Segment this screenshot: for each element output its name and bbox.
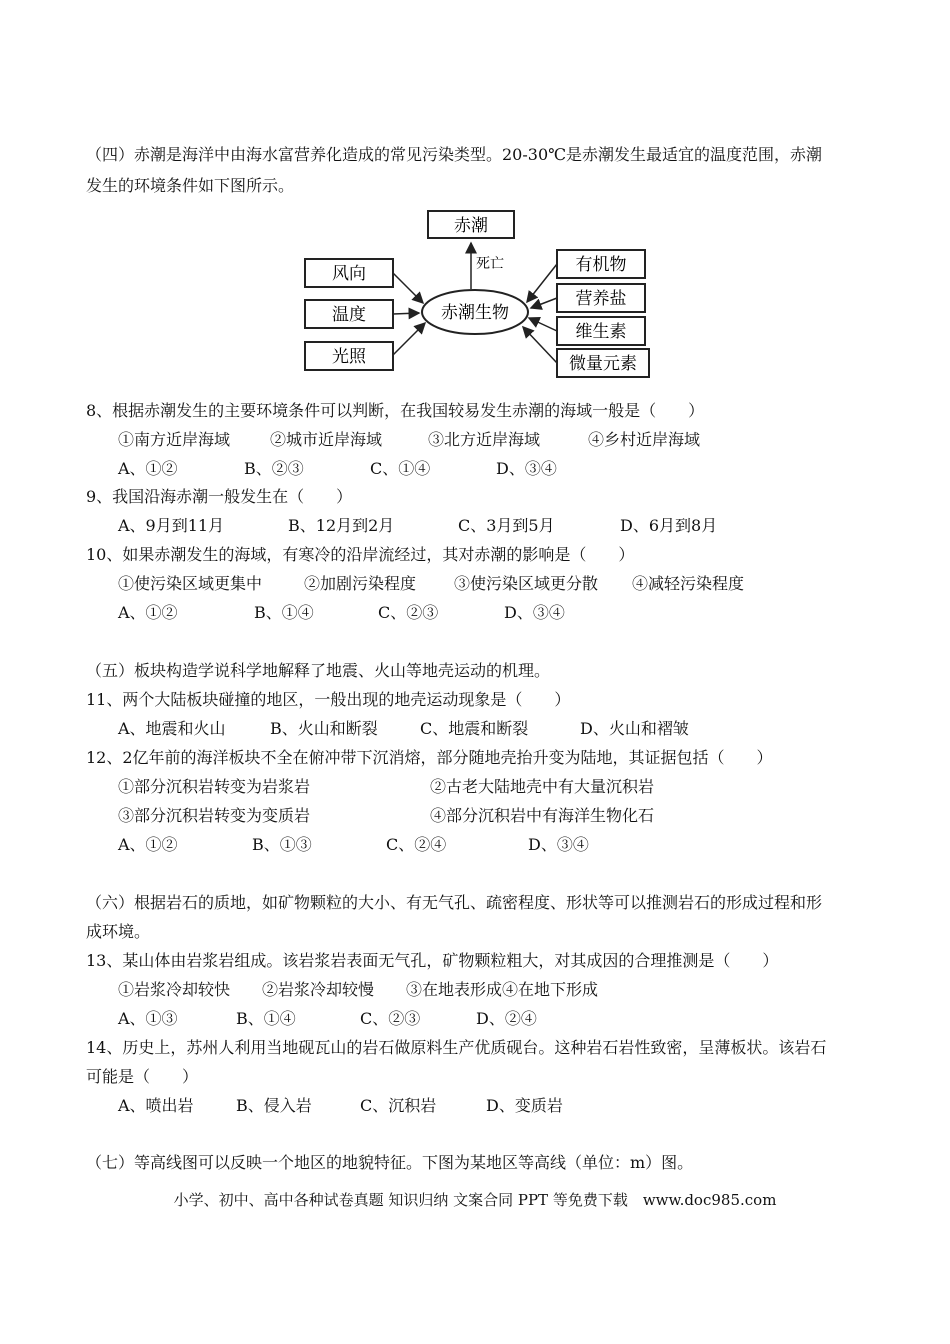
option-c[interactable]: C、地震和断裂 (420, 719, 529, 738)
diagram-arrow-label: 死亡 (476, 256, 504, 272)
diagram-arrow-vitamin (529, 318, 557, 331)
option-b[interactable]: B、①④ (236, 1009, 296, 1028)
question-14-options (118, 1095, 563, 1117)
statement: ①部分沉积岩转变为岩浆岩 (118, 777, 311, 796)
option-b[interactable]: B、①③ (252, 835, 312, 854)
statement: ①南方近岸海域 (118, 430, 231, 449)
question-8-statements (118, 429, 700, 451)
section-4-intro-line-2: 发生的环境条件如下图所示。 (86, 176, 295, 195)
question-13-stem: 13、某山体由岩浆岩组成。该岩浆岩表面无气孔，矿物颗粒粗大，对其成因的合理推测是（ ） (86, 951, 779, 970)
diagram-left-label-2: 温度 (332, 305, 366, 325)
option-a[interactable]: A、①② (118, 459, 178, 478)
option-b[interactable]: B、②③ (244, 459, 304, 478)
diagram-arrow-temperature (393, 313, 419, 314)
red-tide-diagram (295, 205, 665, 380)
question-14-stem-line-2: 可能是（ ） (86, 1067, 199, 1086)
question-12-options (118, 834, 589, 856)
option-c[interactable]: C、②③ (360, 1009, 421, 1028)
statement: ④部分沉积岩中有海洋生物化石 (430, 806, 655, 825)
option-b[interactable]: B、①④ (254, 603, 314, 622)
option-c[interactable]: C、3月到5月 (458, 516, 555, 535)
diagram-right-label-3: 维生素 (575, 322, 627, 342)
statement: ④乡村近岸海域 (588, 430, 701, 449)
option-a[interactable]: A、地震和火山 (118, 719, 226, 738)
section-7-intro: （七）等高线图可以反映一个地区的地貌特征。下图为某地区等高线（单位：m）图。 (86, 1153, 694, 1172)
option-d[interactable]: D、③④ (528, 835, 589, 854)
question-10-statements (118, 573, 744, 595)
question-8-stem: 8、根据赤潮发生的主要环境条件可以判断，在我国较易发生赤潮的海域一般是（ ） (86, 401, 705, 420)
diagram-arrow-organic (527, 264, 557, 302)
statement: ③使污染区域更分散 (454, 574, 599, 593)
option-d[interactable]: D、火山和褶皱 (580, 719, 689, 738)
option-a[interactable]: A、喷出岩 (118, 1096, 194, 1115)
question-13-options (118, 1008, 537, 1030)
question-9-options (118, 515, 717, 537)
statement: ③北方近岸海域 (428, 430, 541, 449)
question-10-stem: 10、如果赤潮发生的海域，有寒冷的沿岸流经过，其对赤潮的影响是（ ） (86, 545, 635, 564)
option-d[interactable]: D、③④ (496, 459, 557, 478)
statement: ②古老大陆地壳中有大量沉积岩 (430, 777, 655, 796)
option-d[interactable]: D、变质岩 (486, 1096, 563, 1115)
section-6-intro-line-2: 成环境。 (86, 922, 151, 941)
option-d[interactable]: D、③④ (504, 603, 565, 622)
diagram-top-label: 赤潮 (454, 216, 488, 236)
option-d[interactable]: D、6月到8月 (620, 516, 718, 535)
question-14-stem-line-1: 14、历史上，苏州人利用当地砚瓦山的岩石做原料生产优质砚台。这种岩石岩性致密，呈薄板状。该岩石 (86, 1038, 827, 1057)
question-13-statements: ①岩浆冷却较快 ②岩浆冷却较慢 ③在地表形成④在地下形成 (118, 980, 599, 999)
diagram-arrow-wind (393, 273, 423, 303)
question-8-options (118, 458, 557, 480)
option-c[interactable]: C、沉积岩 (360, 1096, 437, 1115)
option-b[interactable]: B、火山和断裂 (270, 719, 378, 738)
diagram-left-label-1: 风向 (332, 264, 366, 284)
section-6-intro-line-1: （六）根据岩石的质地，如矿物颗粒的大小、有无气孔、疏密程度、形状等可以推测岩石的形成过程和形 (86, 893, 823, 912)
question-12-statements-row-2 (118, 805, 654, 827)
question-11-options (118, 718, 689, 740)
diagram-right-label-2: 营养盐 (575, 289, 627, 309)
statement: ②城市近岸海域 (270, 430, 383, 449)
option-a[interactable]: A、①③ (118, 1009, 178, 1028)
diagram-right-label-4: 微量元素 (569, 354, 637, 374)
diagram-arrow-nutrient-salt (531, 298, 557, 308)
diagram-center-label: 赤潮生物 (441, 303, 509, 323)
diagram-right-label-1: 有机物 (575, 255, 627, 275)
option-b[interactable]: B、侵入岩 (236, 1096, 312, 1115)
diagram-arrow-trace-element (523, 327, 557, 363)
question-11-stem: 11、两个大陆板块碰撞的地区，一般出现的地壳运动现象是（ ） (86, 690, 571, 709)
option-a[interactable]: A、①② (118, 603, 178, 622)
diagram-arrow-light (393, 323, 425, 355)
statement: ④减轻污染程度 (632, 574, 745, 593)
page-footer[interactable]: 小学、初中、高中各种试卷真题 知识归纳 文案合同 PPT 等免费下载 www.doc985.com (173, 1191, 777, 1209)
option-c[interactable]: C、②③ (378, 603, 439, 622)
section-5-intro: （五）板块构造学说科学地解释了地震、火山等地壳运动的机理。 (86, 661, 551, 680)
option-a[interactable]: A、9月到11月 (118, 516, 225, 535)
statement: ①使污染区域更集中 (118, 574, 263, 593)
diagram-left-label-3: 光照 (332, 347, 366, 367)
option-c[interactable]: C、②④ (386, 835, 447, 854)
statement: ③部分沉积岩转变为变质岩 (118, 806, 311, 825)
question-10-options (118, 602, 565, 624)
question-12-statements-row-1 (118, 776, 654, 798)
option-d[interactable]: D、②④ (476, 1009, 537, 1028)
statement: ②加剧污染程度 (304, 574, 417, 593)
option-a[interactable]: A、①② (118, 835, 178, 854)
section-4-intro-line-1: （四）赤潮是海洋中由海水富营养化造成的常见污染类型。20-30℃是赤潮发生最适宜的温度范围，赤潮 (86, 145, 823, 164)
question-12-stem: 12、2亿年前的海洋板块不全在俯冲带下沉消熔，部分随地壳抬升变为陆地，其证据包括（ ） (86, 748, 773, 767)
option-c[interactable]: C、①④ (370, 459, 431, 478)
question-9-stem: 9、我国沿海赤潮一般发生在（ ） (86, 487, 353, 506)
option-b[interactable]: B、12月到2月 (288, 516, 395, 535)
